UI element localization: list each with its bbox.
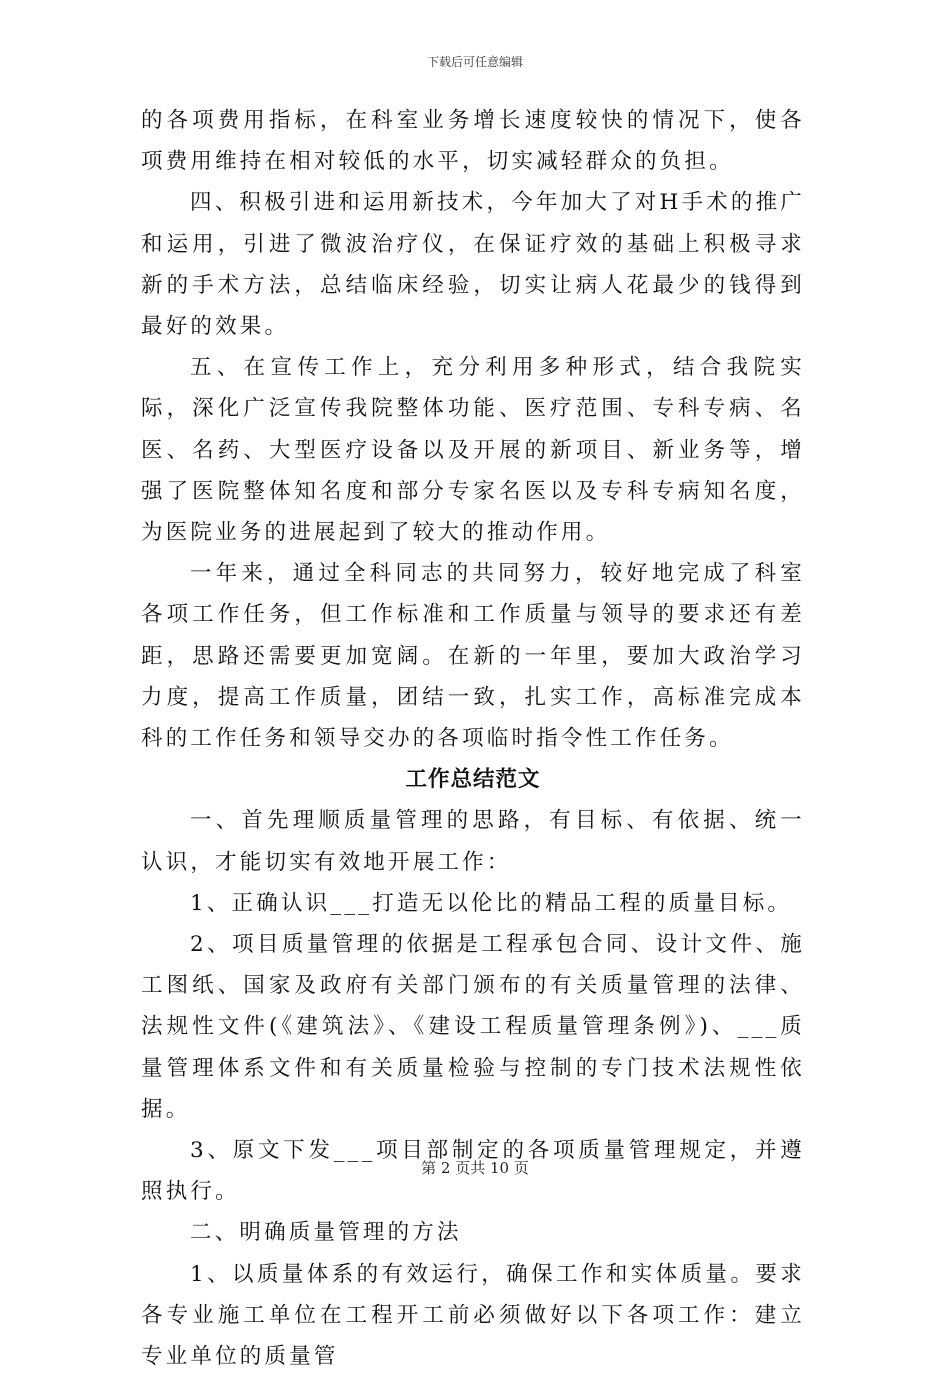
paragraph-method-1: 1、以质量体系的有效运行，确保工作和实体质量。要求各专业施工单位在工程开工前必须做好以下各项工作：建立专业单位的质量管 xyxy=(141,1261,805,1370)
paragraph-point-1: 1、正确认识___打造无以伦比的精品工程的质量目标。 xyxy=(190,890,793,916)
paragraph-continued: 的各项费用指标，在科室业务增长速度较快的情况下，使各项费用维持在相对较低的水平，切实减轻群众的负担。 xyxy=(141,108,805,175)
document-body xyxy=(141,100,805,1377)
paragraph-point-3: 3、原文下发___项目部制定的各项质量管理规定，并遵照执行。 xyxy=(141,1138,805,1205)
section-title: 工作总结范文 xyxy=(405,767,541,793)
paragraph-summary: 一年来，通过全科同志的共同努力，较好地完成了科室各项工作任务，但工作标准和工作质量与领导的要求还有差距，思路还需要更加宽阔。在新的一年里，要加大政治学习力度，提高工作质量，团结一致，扎实工作，高标准完成本科的工作任务和领导交办的各项临时指令性工作任务。 xyxy=(141,561,805,752)
paragraph-item-four: 四、积极引进和运用新技术，今年加大了对H手术的推广和运用，引进了微波治疗仪，在保证疗效的基础上积极寻求新的手术方法，总结临床经验，切实让病人花最少的钱得到最好的效果。 xyxy=(141,190,805,340)
paragraph-section-two: 二、明确质量管理的方法 xyxy=(190,1220,462,1246)
paragraph-point-2: 2、项目质量管理的依据是工程承包合同、设计文件、施工图纸、国家及政府有关部门颁布的有关质量管理的法律、法规性文件(《建筑法》、《建设工程质量管理条例》)、___质量管理体系文件和有关质量检验与控制的专门技术法规性依据。 xyxy=(141,932,805,1122)
page-number: 第 2 页共 10 页 xyxy=(421,1159,529,1177)
paragraph-item-five: 五、在宣传工作上，充分利用多种形式，结合我院实际，深化广泛宣传我院整体功能、医疗范围、专科专病、名医、名药、大型医疗设备以及开展的新项目、新业务等，增强了医院整体知名度和部分专家名医以及专科专病知名度，为医院业务的进展起到了较大的推动作用。 xyxy=(141,355,805,546)
page-header-note: 下载后可任意编辑 xyxy=(426,55,523,69)
paragraph-quality-approach: 一、首先理顺质量管理的思路，有目标、有依据、统一认识，才能切实有效地开展工作： xyxy=(141,808,805,875)
